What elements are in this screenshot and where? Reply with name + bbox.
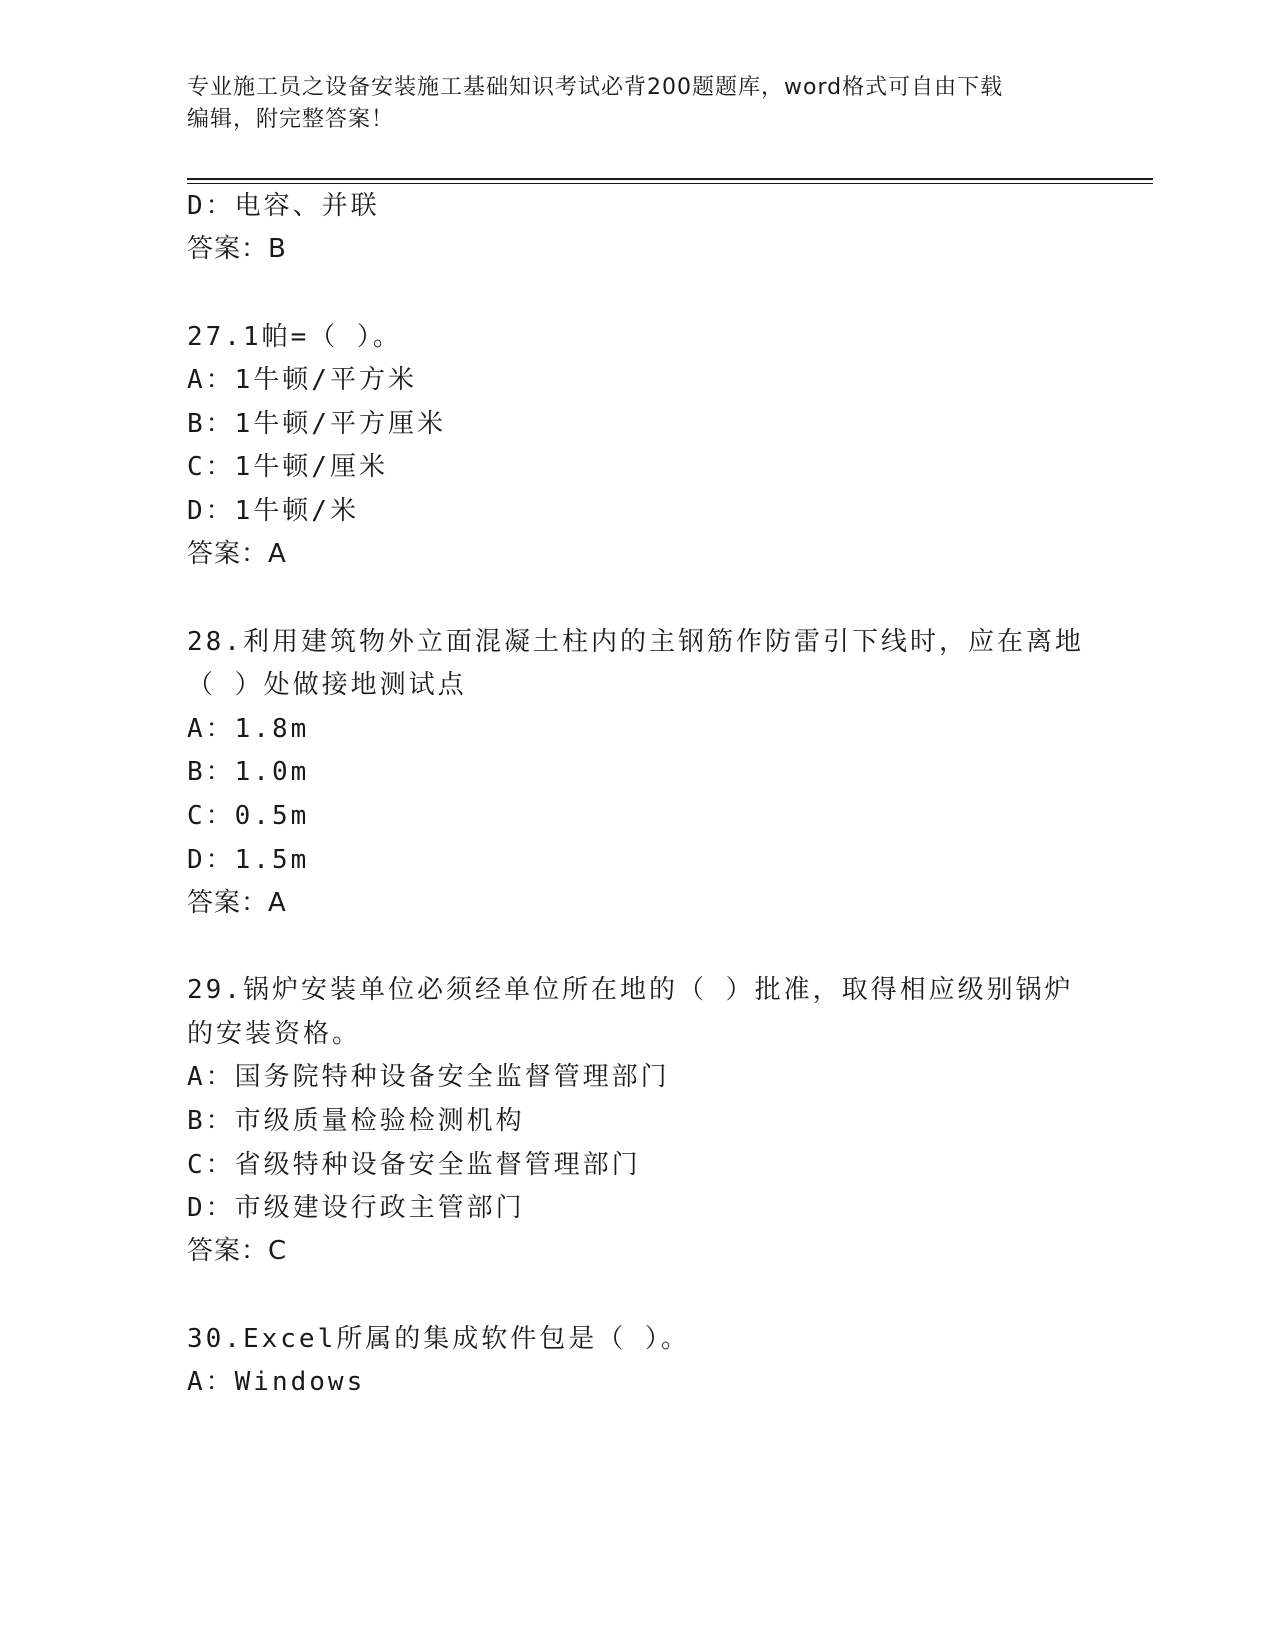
question-30-option-a: A：Windows (187, 1367, 366, 1397)
question-29-stem-line-1: 29.锅炉安装单位必须经单位所在地的（ ）批准，取得相应级别锅炉 (187, 975, 1074, 1005)
question-27-answer: 答案：A (187, 539, 287, 569)
header-divider-thin (187, 183, 1153, 184)
question-28-option-b: B：1.0m (187, 757, 310, 787)
question-27-option-d: D：1牛顿/米 (187, 496, 359, 526)
question-28-option-c: C：0.5m (187, 801, 310, 831)
question-29-answer: 答案：C (187, 1236, 288, 1266)
question-29-stem-line-2: 的安装资格。 (187, 1019, 362, 1049)
question-28-stem-line-2: （ ）处做接地测试点 (187, 670, 467, 700)
header-divider-thick (187, 178, 1153, 180)
document-header (187, 72, 1067, 136)
question-29-option-a: A：国务院特种设备安全监督管理部门 (187, 1062, 670, 1092)
question-30-stem: 30.Excel所属的集成软件包是（ ）。 (187, 1324, 690, 1354)
question-29-option-d: D：市级建设行政主管部门 (187, 1193, 525, 1223)
prev-answer: 答案：B (187, 234, 287, 264)
question-29-option-c: C：省级特种设备安全监督管理部门 (187, 1150, 641, 1180)
header-line-2: 编辑，附完整答案！ (187, 107, 395, 132)
question-27-option-c: C：1牛顿/厘米 (187, 452, 388, 482)
prev-option-d: D：电容、并联 (187, 191, 380, 221)
question-27-option-b: B：1牛顿/平方厘米 (187, 409, 446, 439)
question-27-option-a: A：1牛顿/平方米 (187, 365, 417, 395)
question-28-option-a: A：1.8m (187, 714, 310, 744)
question-29-option-b: B：市级质量检验检测机构 (187, 1106, 525, 1136)
question-28-stem-line-1: 28.利用建筑物外立面混凝土柱内的主钢筋作防雷引下线时，应在离地 (187, 627, 1084, 657)
question-28-answer: 答案：A (187, 888, 287, 918)
question-27-stem: 27.1帕=（ ）。 (187, 322, 402, 352)
question-28-option-d: D：1.5m (187, 845, 310, 875)
header-line-1: 专业施工员之设备安装施工基础知识考试必背200题题库，word格式可自由下载 (187, 75, 1004, 100)
